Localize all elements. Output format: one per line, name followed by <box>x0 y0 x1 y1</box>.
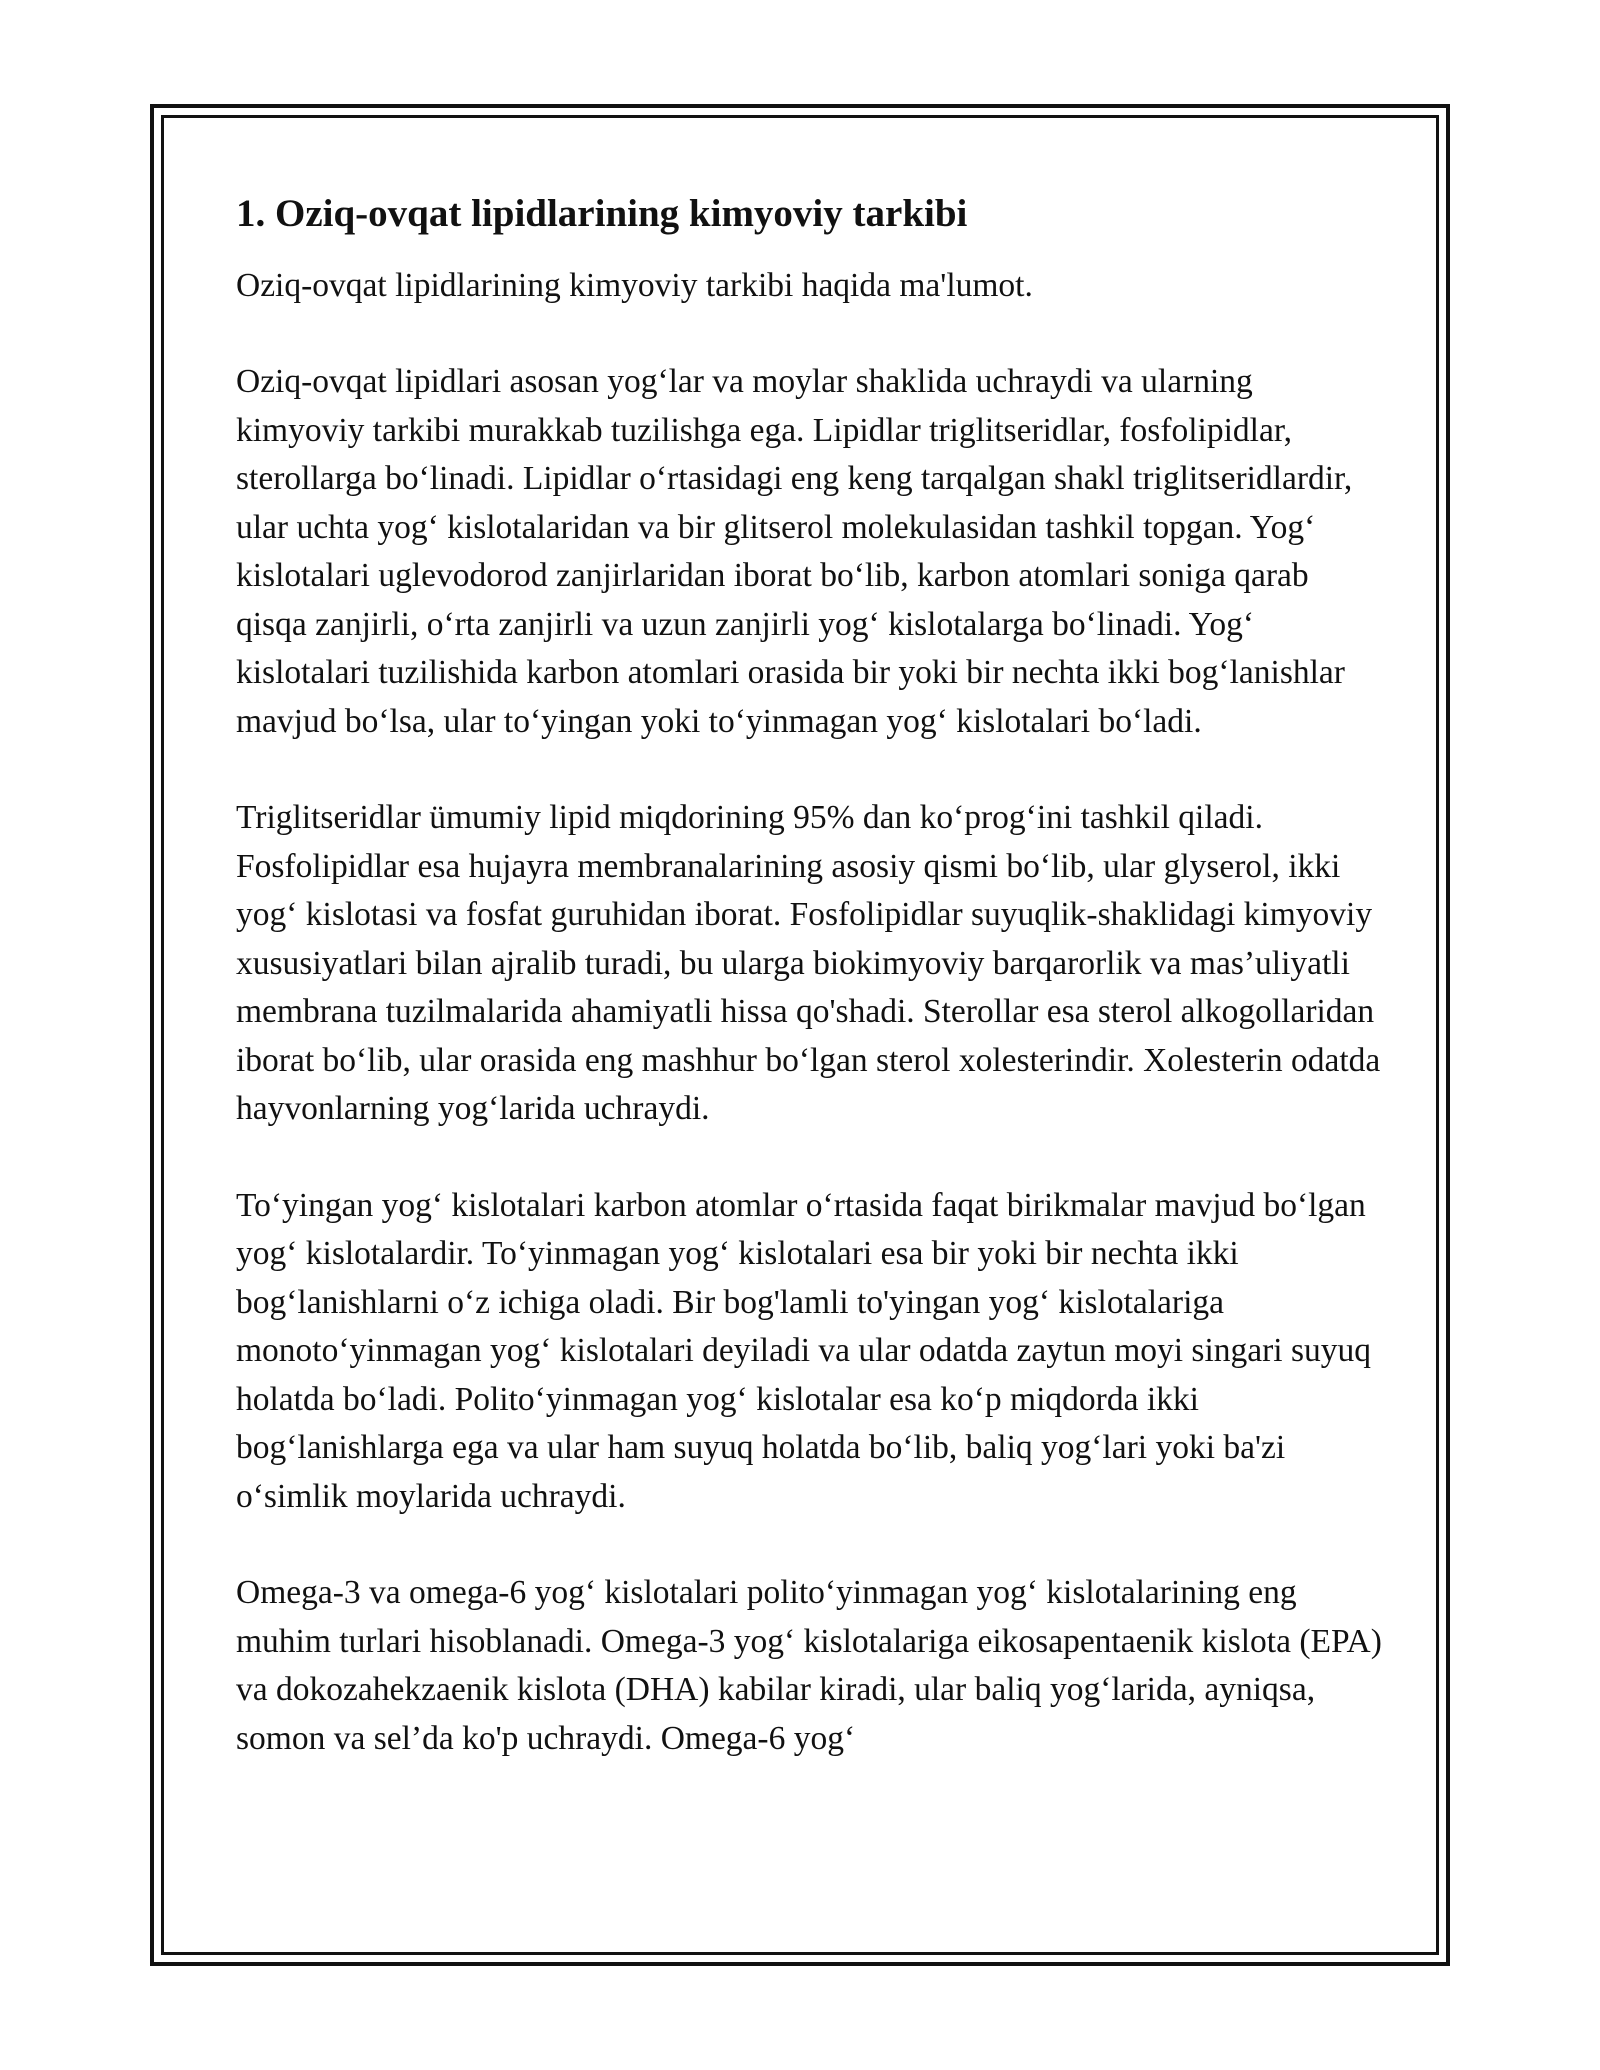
document-body <box>236 190 1386 1811</box>
paragraph-1: Oziq-ovqat lipidlari asosan yog‘lar va moylar shaklida uchraydi va ularning kimyoviy tarkibi murakkab tuzilishga ega. Lipidlar triglitseridlar, fosfolipidlar, sterollarga bo‘linadi. Lipidlar o‘rtasidagi eng keng tarqalgan shakl triglitseridlardir, ular uchta yog‘ kislotalaridan va bir glitserol molekulasidan tashkil topgan. Yog‘ kislotalari uglevodorod zanjirlaridan iborat bo‘lib, karbon atomlari soniga qarab qisqa zanjirli, o‘rta zanjirli va uzun zanjirli yog‘ kislotalarga bo‘linadi. Yog‘ kislotalari tuzilishida karbon atomlari orasida bir yoki bir nechta ikki bog‘lanishlar mavjud bo‘lsa, ular to‘yingan yoki to‘yinmagan yog‘ kislotalari bo‘ladi. <box>236 363 1353 740</box>
paragraph-3: To‘yingan yog‘ kislotalari karbon atomlar o‘rtasida faqat birikmalar mavjud bo‘lgan yog‘ kislotalardir. To‘yinmagan yog‘ kislotalari esa bir yoki bir nechta ikki bog‘lanishlarni o‘z ichiga oladi. Bir bog'lamli to'yingan yog‘ kislotalariga monoto‘yinmagan yog‘ kislotalari deyiladi va ular odatda zaytun moyi singari suyuq holatda bo‘ladi. Polito‘yinmagan yog‘ kislotalar esa ko‘p miqdorda ikki bog‘lanishlarga ega va ular ham suyuq holatda bo‘lib, baliq yog‘lari yoki ba'zi o‘simlik moylarida uchraydi. <box>236 1186 1372 1515</box>
document-title: 1. Oziq-ovqat lipidlarining kimyoviy tarkibi <box>236 192 968 235</box>
paragraph-2: Triglitseridlar ümumiy lipid miqdorining 95% dan ko‘prog‘ini tashkil qiladi. Fosfolipidlar esa hujayra membranalarining asosiy qismi bo‘lib, ular glyserol, ikki yog‘ kislotasi va fosfat guruhidan iborat. Fosfolipidlar suyuqlik-shaklidagi kimyoviy xususiyatlari bilan ajralib turadi, bu ularga biokimyoviy barqarorlik va mas’uliyatli membrana tuzilmalarida ahamiyatli hissa qo'shadi. Sterollar esa sterol alkogollaridan iborat bo‘lib, ular orasida eng mashhur bo‘lgan sterol xolesterindir. Xolesterin odatda hayvonlarning yog‘larida uchraydi. <box>236 799 1381 1127</box>
paragraph-4: Omega-3 va omega-6 yog‘ kislotalari polito‘yinmagan yog‘ kislotalarining eng muhim turlari hisoblanadi. Omega-3 yog‘ kislotalariga eikosapentaenik kislota (EPA) va dokozahekzaenik kislota (DHA) kabilar kiradi, ular baliq yog‘larida, ayniqsa, somon va sel’da ko'p uchraydi. Omega-6 yog‘ <box>236 1574 1382 1757</box>
document-intro: Oziq-ovqat lipidlarining kimyoviy tarkibi haqida ma'lumot. <box>236 267 1033 304</box>
